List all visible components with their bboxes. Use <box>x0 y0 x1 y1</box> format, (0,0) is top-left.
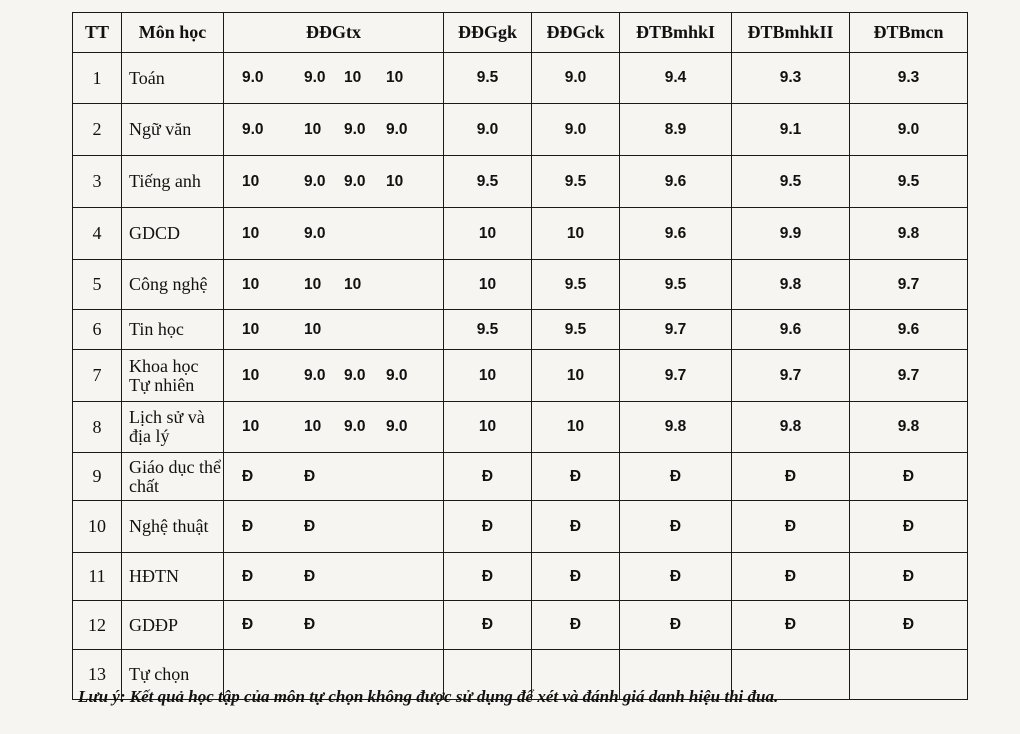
subject-cell: Giáo dục thể chất <box>122 453 224 501</box>
subject-cell: Khoa học Tự nhiên <box>122 350 224 402</box>
table-row <box>73 310 968 350</box>
row-number-cell: 12 <box>73 601 122 650</box>
header-dtbmcn: ĐTBmcn <box>850 13 968 53</box>
dtbmhk2-cell: 9.8 <box>732 402 850 453</box>
ddgtx-score: Đ <box>242 616 254 633</box>
ddgtx-score: 10 <box>386 172 404 190</box>
table-row <box>73 501 968 553</box>
table-row <box>73 104 968 156</box>
table-row <box>73 402 968 453</box>
dtbmcn-cell: 9.3 <box>850 53 968 104</box>
ddgtx-cell <box>224 156 444 208</box>
header-row <box>73 13 968 53</box>
ddgck-cell: 10 <box>532 208 620 260</box>
ddgtx-score: Đ <box>242 467 254 485</box>
ddgtx-scores <box>224 225 443 243</box>
subject-cell: GDĐP <box>122 601 224 650</box>
dtbmhk2-cell: 9.6 <box>732 310 850 350</box>
dtbmcn-cell: 9.0 <box>850 104 968 156</box>
ddgtx-cell <box>224 310 444 350</box>
table-row <box>73 260 968 310</box>
ddgtx-score: 9.0 <box>386 418 408 435</box>
ddggk-cell: Đ <box>444 601 532 650</box>
ddgtx-score: Đ <box>304 616 316 633</box>
table-row <box>73 208 968 260</box>
ddggk-cell: 9.5 <box>444 310 532 350</box>
ddgtx-scores <box>224 121 443 139</box>
ddgtx-score: 10 <box>304 120 322 138</box>
ddgtx-scores <box>224 173 443 191</box>
row-number-cell: 2 <box>73 104 122 156</box>
dtbmcn-cell: Đ <box>850 453 968 501</box>
ddggk-cell: 10 <box>444 208 532 260</box>
ddgtx-score: 10 <box>386 69 404 86</box>
ddgck-cell: 10 <box>532 350 620 402</box>
table-row <box>73 553 968 601</box>
dtbmhk2-cell: 9.8 <box>732 260 850 310</box>
ddgck-cell: 9.5 <box>532 310 620 350</box>
row-number-cell: 6 <box>73 310 122 350</box>
ddggk-cell: 10 <box>444 260 532 310</box>
ddgtx-score: 10 <box>242 366 260 384</box>
dtbmhk1-cell: Đ <box>620 453 732 501</box>
ddgtx-scores <box>224 468 443 486</box>
ddgck-cell: 9.0 <box>532 53 620 104</box>
ddgtx-score: Đ <box>304 567 316 585</box>
ddgtx-score: 9.0 <box>344 418 366 435</box>
ddgtx-score: 9.0 <box>344 172 366 190</box>
ddgtx-score: Đ <box>304 467 316 485</box>
table-row <box>73 53 968 104</box>
ddgtx-cell <box>224 260 444 310</box>
ddgtx-cell <box>224 53 444 104</box>
ddggk-cell: 9.5 <box>444 156 532 208</box>
ddgtx-scores <box>224 418 443 436</box>
subject-cell: Nghệ thuật <box>122 501 224 553</box>
footnote-text: Kết quả học tập của môn tự chọn không được sử dụng để xét và đánh giá danh hiệu thi đua. <box>125 687 779 706</box>
dtbmhk2-cell: 9.9 <box>732 208 850 260</box>
dtbmhk1-cell: 9.7 <box>620 310 732 350</box>
grade-table <box>72 12 968 700</box>
ddgtx-score: 9.0 <box>386 366 408 384</box>
ddgtx-score: Đ <box>242 517 254 535</box>
ddgtx-cell <box>224 501 444 553</box>
header-dtbmhk1: ĐTBmhkI <box>620 13 732 53</box>
dtbmhk1-cell: Đ <box>620 501 732 553</box>
ddgtx-score: 9.0 <box>242 69 264 86</box>
ddggk-cell: 9.0 <box>444 104 532 156</box>
header-ddgtx: ĐĐGtx <box>224 13 444 53</box>
grade-table-body <box>73 53 968 700</box>
dtbmhk2-cell: Đ <box>732 553 850 601</box>
dtbmhk2-cell: 9.1 <box>732 104 850 156</box>
subject-cell: Lịch sử và địa lý <box>122 402 224 453</box>
ddgtx-cell <box>224 453 444 501</box>
ddgtx-score: 10 <box>242 320 260 338</box>
table-row <box>73 601 968 650</box>
dtbmhk1-cell: 9.6 <box>620 208 732 260</box>
dtbmhk1-cell: 9.6 <box>620 156 732 208</box>
ddgck-cell: 9.5 <box>532 260 620 310</box>
ddggk-cell: 9.5 <box>444 53 532 104</box>
dtbmhk2-cell: 9.3 <box>732 53 850 104</box>
dtbmhk2-cell: 9.5 <box>732 156 850 208</box>
subject-cell: Toán <box>122 53 224 104</box>
row-number-cell: 4 <box>73 208 122 260</box>
dtbmhk2-cell: Đ <box>732 601 850 650</box>
dtbmcn-cell: 9.8 <box>850 402 968 453</box>
subject-cell: Tiếng anh <box>122 156 224 208</box>
ddgtx-score: 10 <box>304 275 322 293</box>
footnote-label: Lưu ý: <box>78 687 126 706</box>
ddgtx-score: 10 <box>242 224 260 242</box>
row-number-cell: 11 <box>73 553 122 601</box>
ddgtx-cell <box>224 350 444 402</box>
header-subject: Môn học <box>122 13 224 53</box>
subject-cell: HĐTN <box>122 553 224 601</box>
dtbmhk1-cell: 9.4 <box>620 53 732 104</box>
ddgtx-score: 9.0 <box>344 120 366 138</box>
ddgtx-cell <box>224 104 444 156</box>
ddgtx-score: 9.0 <box>304 366 326 384</box>
dtbmhk1-cell: 8.9 <box>620 104 732 156</box>
dtbmcn-cell: Đ <box>850 553 968 601</box>
dtbmhk1-cell: 9.5 <box>620 260 732 310</box>
row-number-cell: 13 <box>73 650 122 700</box>
ddgtx-scores <box>224 518 443 536</box>
row-number-cell: 8 <box>73 402 122 453</box>
dtbmhk2-cell: Đ <box>732 453 850 501</box>
subject-cell: Ngữ văn <box>122 104 224 156</box>
ddgtx-scores <box>224 367 443 385</box>
ddgck-cell: Đ <box>532 453 620 501</box>
ddgck-cell: 10 <box>532 402 620 453</box>
ddgtx-cell <box>224 553 444 601</box>
ddgtx-score: 10 <box>242 418 260 435</box>
footnote <box>78 687 778 707</box>
row-number-cell: 9 <box>73 453 122 501</box>
dtbmhk2-cell: Đ <box>732 501 850 553</box>
ddgtx-scores <box>224 321 443 339</box>
ddgtx-scores <box>224 276 443 294</box>
dtbmcn-cell: 9.6 <box>850 310 968 350</box>
dtbmcn-cell: Đ <box>850 501 968 553</box>
ddgck-cell: 9.5 <box>532 156 620 208</box>
ddgtx-score: 10 <box>242 275 260 293</box>
dtbmhk1-cell: 9.8 <box>620 402 732 453</box>
row-number-cell: 5 <box>73 260 122 310</box>
ddggk-cell: Đ <box>444 553 532 601</box>
ddggk-cell: Đ <box>444 453 532 501</box>
subject-cell: Công nghệ <box>122 260 224 310</box>
table-row <box>73 350 968 402</box>
dtbmcn-cell: 9.7 <box>850 260 968 310</box>
dtbmcn-cell <box>850 650 968 700</box>
ddgtx-score: 10 <box>242 172 260 190</box>
row-number-cell: 3 <box>73 156 122 208</box>
ddgtx-score: 9.0 <box>304 172 326 190</box>
ddgtx-score: Đ <box>242 567 254 585</box>
ddgtx-score: 9.0 <box>386 120 408 138</box>
row-number-cell: 1 <box>73 53 122 104</box>
ddgtx-cell <box>224 402 444 453</box>
row-number-cell: 7 <box>73 350 122 402</box>
table-row <box>73 453 968 501</box>
subject-cell: Tin học <box>122 310 224 350</box>
ddgtx-score: 9.0 <box>304 224 326 242</box>
ddgtx-score: 10 <box>344 69 362 86</box>
ddgtx-score: 10 <box>304 418 322 435</box>
ddgtx-scores <box>224 568 443 586</box>
ddgck-cell: Đ <box>532 601 620 650</box>
dtbmhk1-cell: 9.7 <box>620 350 732 402</box>
ddgtx-score: 9.0 <box>344 366 366 384</box>
ddgtx-cell <box>224 601 444 650</box>
subject-cell: Tự chọn <box>122 650 224 700</box>
ddgtx-score: 10 <box>304 320 322 338</box>
dtbmcn-cell: 9.5 <box>850 156 968 208</box>
header-ddggk: ĐĐGgk <box>444 13 532 53</box>
dtbmcn-cell: 9.7 <box>850 350 968 402</box>
ddgck-cell: Đ <box>532 501 620 553</box>
row-number-cell: 10 <box>73 501 122 553</box>
ddggk-cell: Đ <box>444 501 532 553</box>
ddgtx-scores <box>224 69 443 87</box>
ddgtx-scores <box>224 616 443 634</box>
table-row <box>73 156 968 208</box>
ddgtx-score: 9.0 <box>304 69 326 86</box>
ddggk-cell: 10 <box>444 350 532 402</box>
header-ddgck: ĐĐGck <box>532 13 620 53</box>
ddgck-cell: Đ <box>532 553 620 601</box>
dtbmhk1-cell: Đ <box>620 553 732 601</box>
dtbmcn-cell: 9.8 <box>850 208 968 260</box>
header-dtbmhk2: ĐTBmhkII <box>732 13 850 53</box>
dtbmhk1-cell: Đ <box>620 601 732 650</box>
ddgck-cell: 9.0 <box>532 104 620 156</box>
ddgtx-score: 10 <box>344 275 362 293</box>
ddggk-cell: 10 <box>444 402 532 453</box>
dtbmhk2-cell: 9.7 <box>732 350 850 402</box>
ddgtx-score: Đ <box>304 517 316 535</box>
header-tt: TT <box>73 13 122 53</box>
ddgtx-cell <box>224 208 444 260</box>
ddgtx-score: 9.0 <box>242 120 264 138</box>
subject-cell: GDCD <box>122 208 224 260</box>
dtbmcn-cell: Đ <box>850 601 968 650</box>
